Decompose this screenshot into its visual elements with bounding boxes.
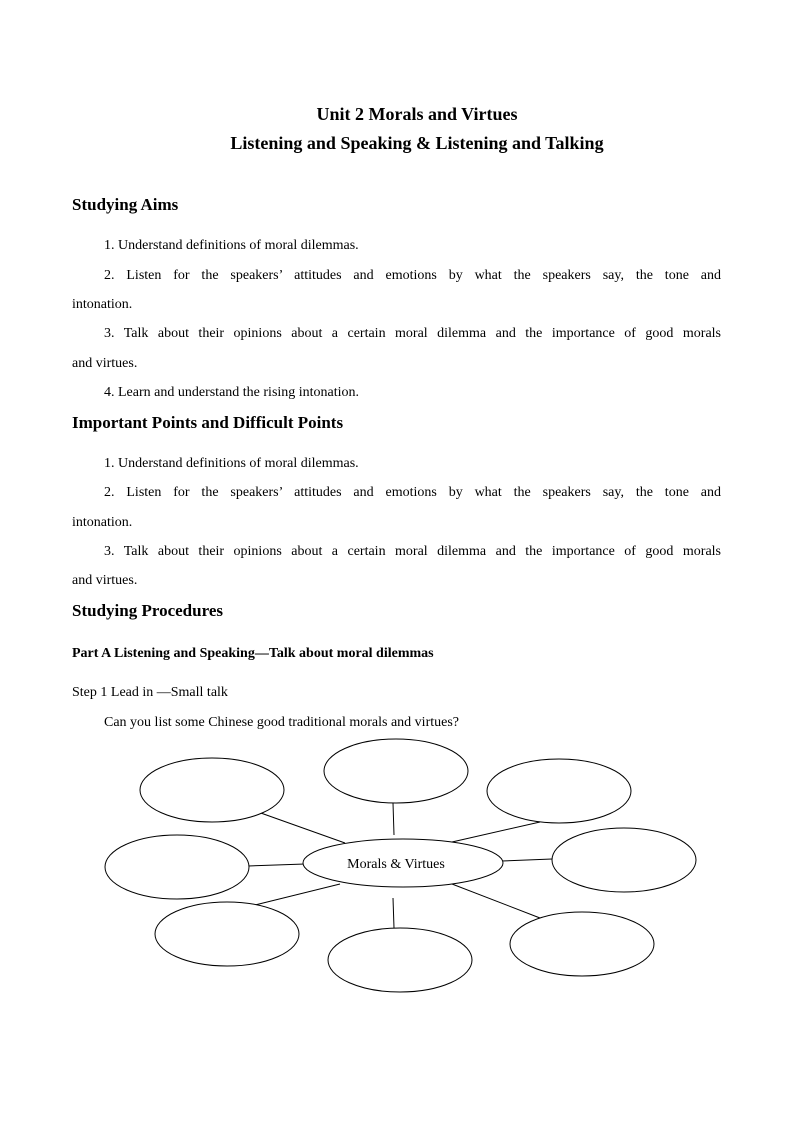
connector-line <box>452 884 540 918</box>
lesson-subtitle: Listening and Speaking & Listening and Talking <box>230 133 604 153</box>
aim-item-2-line2: intonation. <box>72 297 133 312</box>
blank-answer-bubble[interactable] <box>155 902 299 966</box>
blank-answer-bubble[interactable] <box>140 758 284 822</box>
aim-item-1: 1. Understand definitions of moral dilemmas. <box>104 238 359 253</box>
blank-answer-bubble[interactable] <box>105 835 249 899</box>
point-item-1: 1. Understand definitions of moral dilemmas. <box>104 456 359 471</box>
connector-line <box>393 803 394 835</box>
connector-line <box>452 822 540 842</box>
aim-item-3-line2: and virtues. <box>72 356 138 371</box>
blank-answer-bubble[interactable] <box>324 739 468 803</box>
connector-line <box>258 812 345 843</box>
step-1-label: Step 1 Lead in —Small talk <box>72 685 228 700</box>
blank-answer-bubble[interactable] <box>510 912 654 976</box>
connector-line <box>502 859 552 861</box>
part-a-heading: Part A Listening and Speaking—Talk about moral dilemmas <box>72 646 434 661</box>
aim-item-3-line1: 3. Talk about their opinions about a certain moral dilemma and the importance of good morals <box>104 326 721 341</box>
aim-item-4: 4. Learn and understand the rising intonation. <box>104 385 360 400</box>
point-item-3-line2: and virtues. <box>72 573 138 588</box>
point-item-2-line2: intonation. <box>72 515 133 530</box>
unit-title: Unit 2 Morals and Virtues <box>316 104 518 124</box>
blank-answer-bubble[interactable] <box>552 828 696 892</box>
blank-answer-bubble[interactable] <box>487 759 631 823</box>
lead-in-question: Can you list some Chinese good traditional morals and virtues? <box>104 715 459 730</box>
studying-aims-heading: Studying Aims <box>72 195 179 214</box>
connector-line <box>248 864 305 866</box>
aim-item-2-line1: 2. Listen for the speakers’ attitudes and emotions by what the speakers say, the tone and <box>104 268 721 283</box>
center-node-label: Morals & Virtues <box>347 857 445 872</box>
studying-procedures-heading: Studying Procedures <box>72 601 223 620</box>
connector-line <box>393 898 394 928</box>
blank-answer-bubble[interactable] <box>328 928 472 992</box>
point-item-3-line1: 3. Talk about their opinions about a certain moral dilemma and the importance of good morals <box>104 544 721 559</box>
connector-line <box>255 884 340 905</box>
important-points-heading: Important Points and Difficult Points <box>72 413 344 432</box>
point-item-2-line1: 2. Listen for the speakers’ attitudes and emotions by what the speakers say, the tone and <box>104 485 721 500</box>
